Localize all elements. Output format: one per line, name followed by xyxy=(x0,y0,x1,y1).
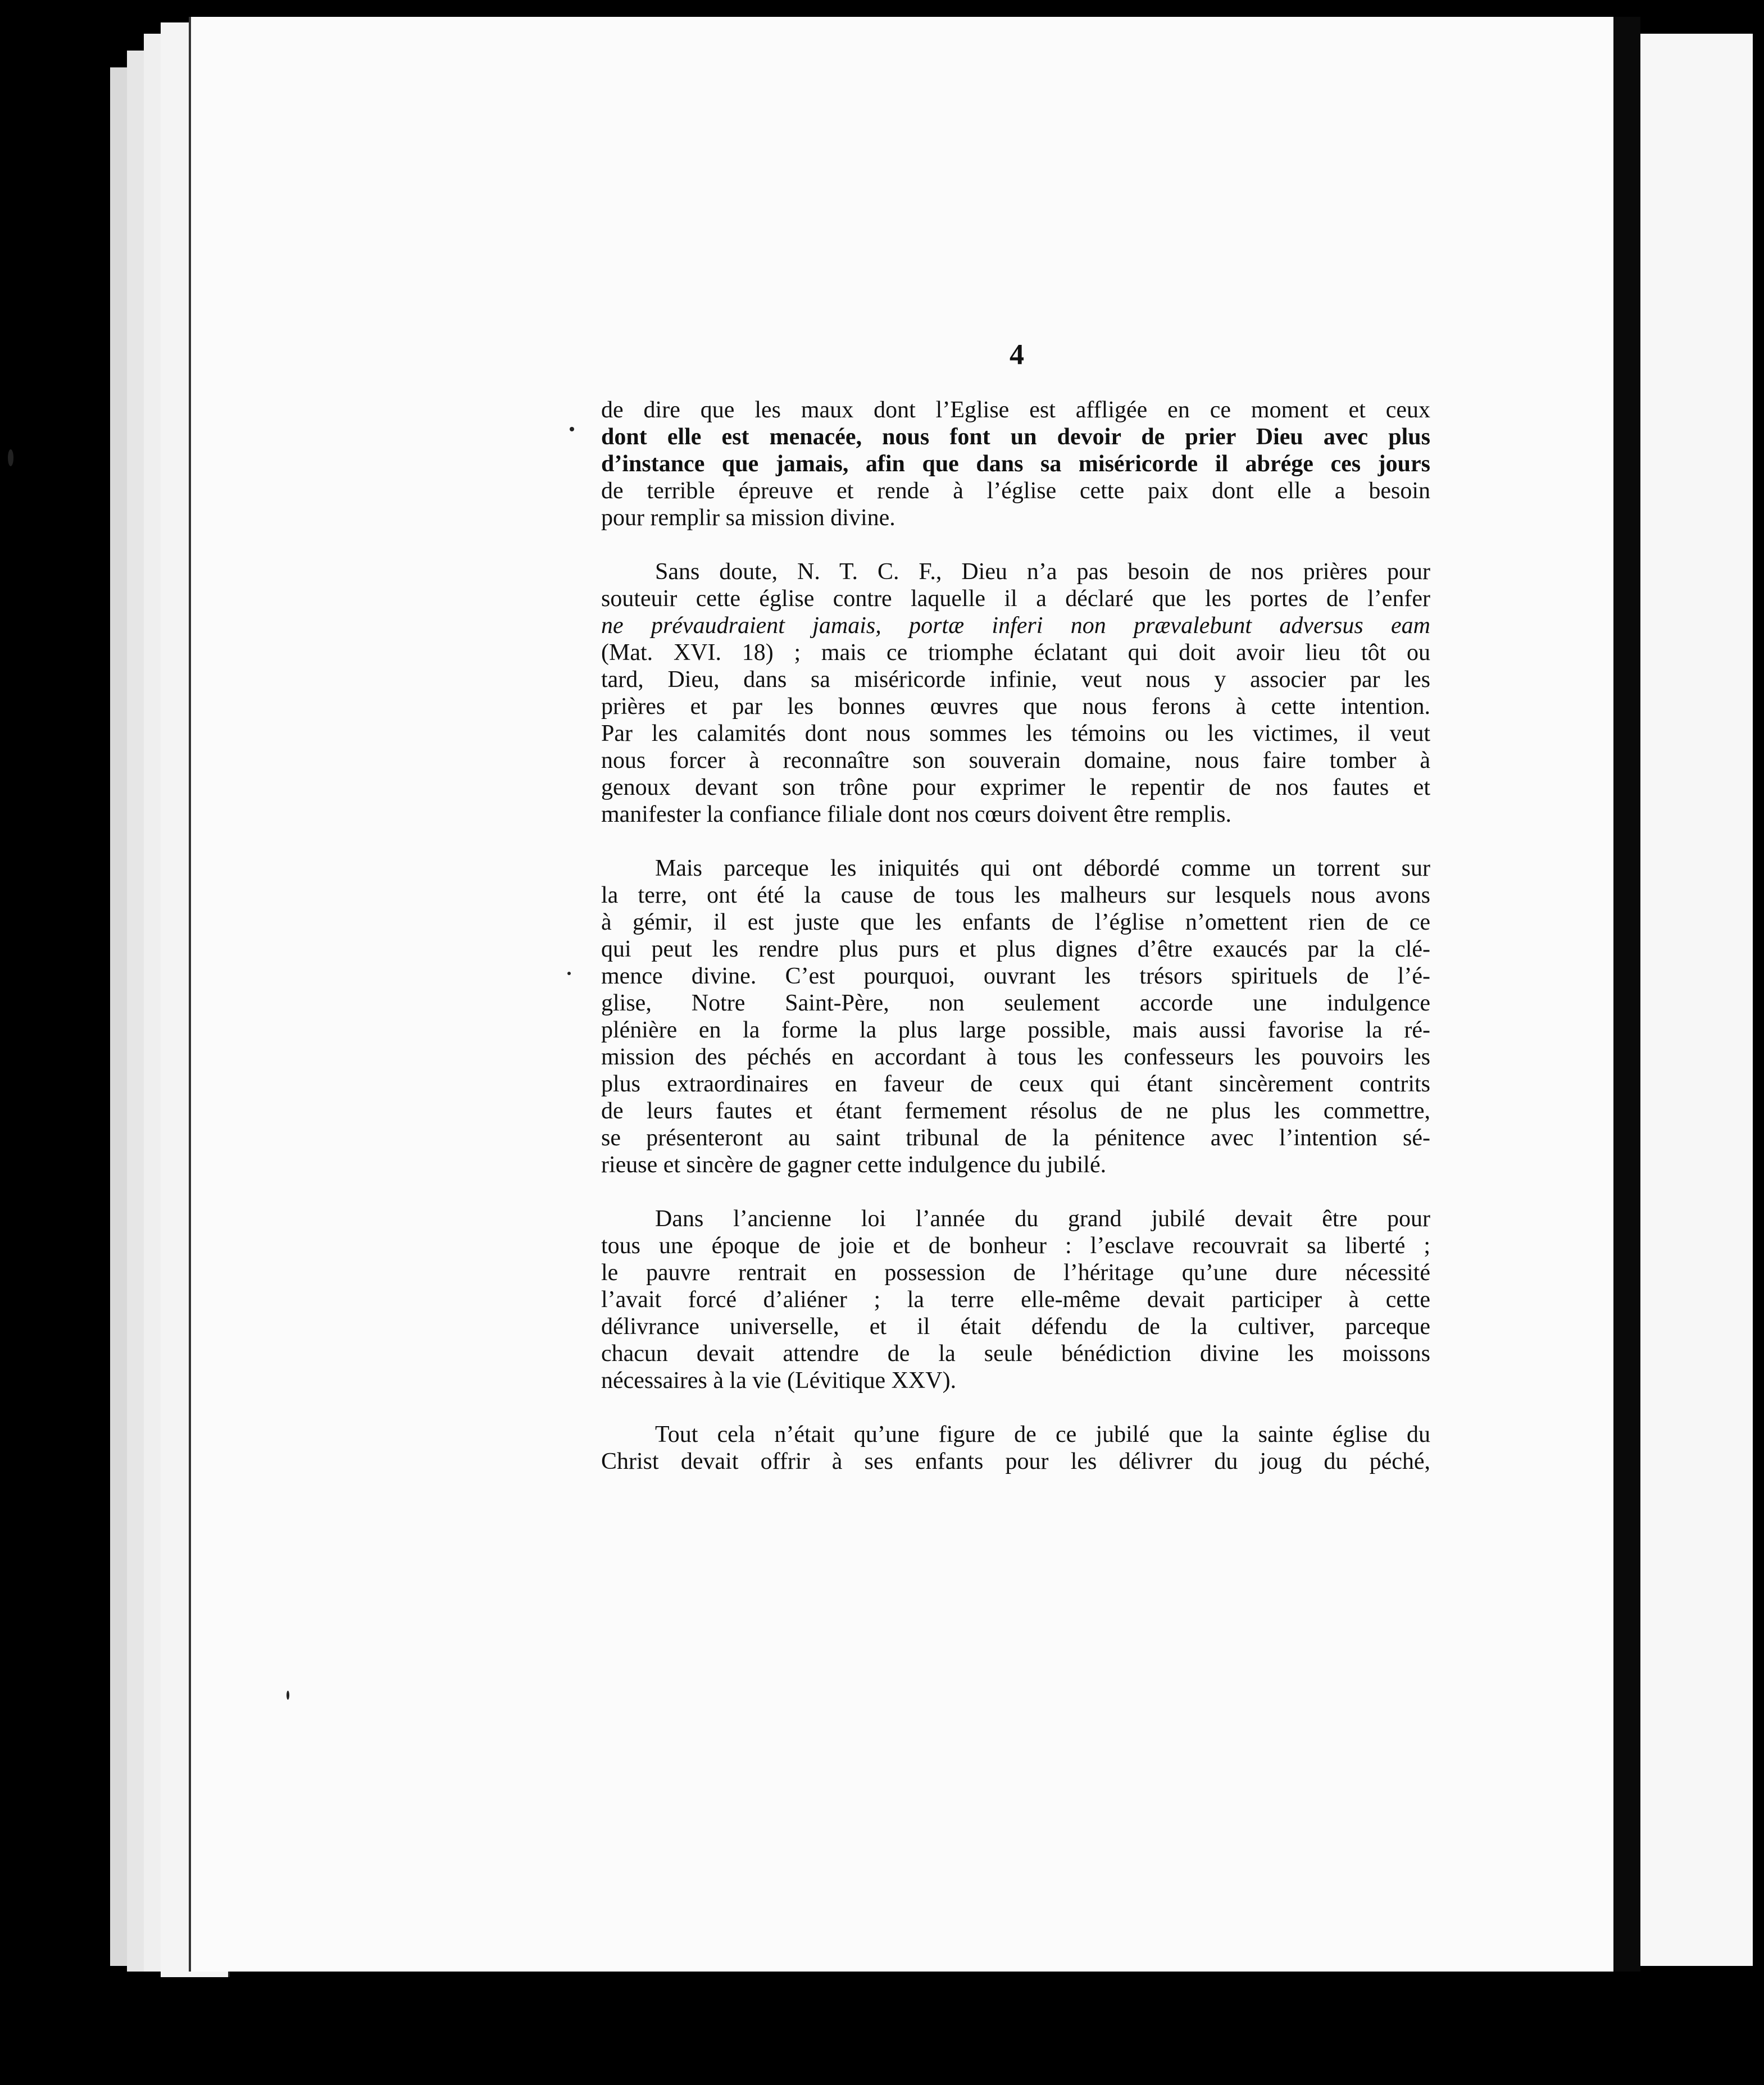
text-line: Christ devait offrir à ses enfants pour les délivrer du joug du péché, xyxy=(601,1449,1430,1474)
scan-speck xyxy=(567,972,571,975)
text-line: tard, Dieu, dans sa miséricorde infinie, veut nous y associer par les xyxy=(601,667,1430,693)
text-line: de leurs fautes et étant fermement résolus de ne plus les commettre, xyxy=(601,1098,1430,1124)
text-line: glise, Notre Saint-Père, non seulement accorde une indulgence xyxy=(601,990,1430,1016)
text-line: (Mat. XVI. 18) ; mais ce triomphe éclatant qui doit avoir lieu tôt ou xyxy=(601,640,1430,666)
text-line: nous forcer à reconnaître son souverain domaine, nous faire tomber à xyxy=(601,748,1430,773)
paragraph xyxy=(601,558,1430,828)
scan-speck xyxy=(570,427,574,431)
paragraph xyxy=(601,1421,1430,1475)
facing-page-edge xyxy=(1640,34,1753,1966)
text-line: manifester la confiance filiale dont nos cœurs doivent être remplis. xyxy=(601,802,1231,827)
scan-speck xyxy=(8,449,13,466)
text-line: Tout cela n’était qu’une figure de ce jubilé que la sainte église du xyxy=(655,1422,1430,1447)
text-line: Dans l’ancienne loi l’année du grand jubilé devait être pour xyxy=(655,1206,1430,1232)
text-line: qui peut les rendre plus purs et plus dignes d’être exaucés par la clé- xyxy=(601,936,1430,962)
text-line: mission des péchés en accordant à tous les confesseurs les pouvoirs les xyxy=(601,1044,1430,1070)
text-line: ne prévaudraient jamais, portæ inferi non prævalebunt adversus eam xyxy=(601,613,1430,639)
text-line: Mais parceque les iniquités qui ont débordé comme un torrent sur xyxy=(655,855,1430,881)
text-line: se présenteront au saint tribunal de la pénitence avec l’intention sé- xyxy=(601,1125,1430,1151)
text-line: chacun devait attendre de la seule bénédiction divine les moissons xyxy=(601,1341,1430,1367)
text-line: le pauvre rentrait en possession de l’héritage qu’une dure nécessité xyxy=(601,1260,1430,1286)
text-line: rieuse et sincère de gagner cette indulgence du jubilé. xyxy=(601,1152,1107,1178)
text-line: Par les calamités dont nous sommes les témoins ou les victimes, il veut xyxy=(601,721,1430,746)
body-text xyxy=(601,397,1430,1502)
paragraph xyxy=(601,1205,1430,1394)
text-line: d’instance que jamais, afin que dans sa miséricorde il abrége ces jours xyxy=(601,451,1430,477)
book-gutter xyxy=(1613,17,1640,1972)
paragraph xyxy=(601,397,1430,531)
text-line: mence divine. C’est pourquoi, ouvrant les trésors spirituels de l’é- xyxy=(601,963,1430,989)
text-line: souteuir cette église contre laquelle il a déclaré que les portes de l’enfer xyxy=(601,586,1430,612)
text-line: dont elle est menacée, nous font un devoir de prier Dieu avec plus xyxy=(601,424,1430,450)
text-line: prières et par les bonnes œuvres que nous ferons à cette intention. xyxy=(601,694,1430,720)
page-number: 4 xyxy=(1010,339,1024,371)
text-line: pour remplir sa mission divine. xyxy=(601,505,895,531)
text-line: à gémir, il est juste que les enfants de l’église n’omettent rien de ce xyxy=(601,909,1430,935)
text-line: tous une époque de joie et de bonheur : l’esclave recouvrait sa liberté ; xyxy=(601,1233,1430,1259)
text-line: délivrance universelle, et il était défendu de la cultiver, parceque xyxy=(601,1314,1430,1340)
text-line: de dire que les maux dont l’Eglise est affligée en ce moment et ceux xyxy=(601,397,1430,423)
scan-speck xyxy=(287,1691,289,1700)
text-line: de terrible épreuve et rende à l’église cette paix dont elle a besoin xyxy=(601,478,1430,504)
text-line: nécessaires à la vie (Lévitique XXV). xyxy=(601,1368,957,1394)
text-line: Sans doute, N. T. C. F., Dieu n’a pas besoin de nos prières pour xyxy=(655,559,1430,585)
text-line: plénière en la forme la plus large possible, mais aussi favorise la ré- xyxy=(601,1017,1430,1043)
paragraph xyxy=(601,855,1430,1178)
text-line: genoux devant son trône pour exprimer le repentir de nos fautes et xyxy=(601,775,1430,800)
text-line: plus extraordinaires en faveur de ceux qui étant sincèrement contrits xyxy=(601,1071,1430,1097)
text-line: l’avait forcé d’aliéner ; la terre elle-même devait participer à cette xyxy=(601,1287,1430,1313)
text-line: la terre, ont été la cause de tous les malheurs sur lesquels nous avons xyxy=(601,882,1430,908)
